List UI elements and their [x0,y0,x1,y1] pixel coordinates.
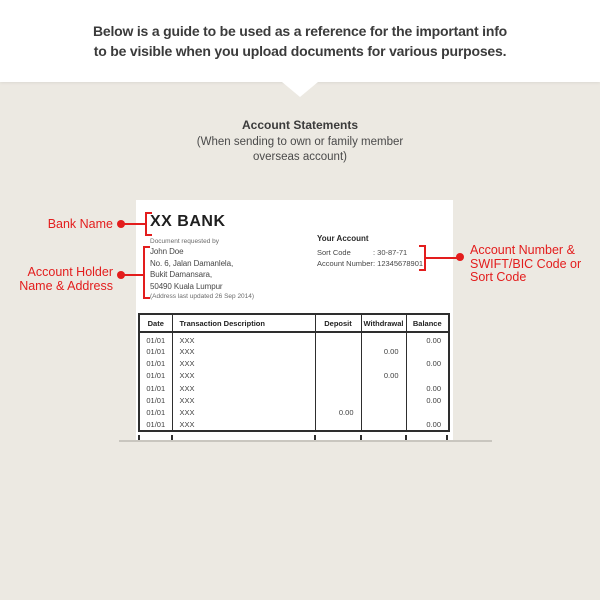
cell-withdrawal [361,394,406,406]
table-row [139,406,449,418]
account-holder-annotation [10,265,113,293]
statement-table [138,313,450,432]
table-row [139,345,449,357]
bank-name-callout-line [121,223,145,225]
account-number-annotation [470,244,590,285]
cell-balance: 0.00 [406,332,449,345]
cell-date: 01/01 [139,345,172,357]
table-row [139,357,449,369]
cell-date: 01/01 [139,357,172,369]
cell-balance: 0.00 [406,419,449,431]
table-row [139,382,449,394]
cell-deposit: 0.00 [315,406,361,418]
table-row [139,419,449,431]
statement-document [136,200,453,441]
account-holder-annotation-line-2: Name & Address [19,279,113,293]
cell-withdrawal [361,406,406,418]
account-number-callout-line [426,257,457,259]
section-subtitle-line-2: overseas account) [253,150,347,163]
cell-withdrawal [361,419,406,431]
cell-date: 01/01 [139,394,172,406]
cell-deposit [315,370,361,382]
account-holder-address [150,246,233,292]
your-account-title: Your Account [317,234,369,243]
cell-description: XXX [172,357,315,369]
account-number-annotation-line-2: SWIFT/BIC Code or [470,256,582,271]
cell-description: XXX [172,370,315,382]
cell-description: XXX [172,406,315,418]
cell-deposit [315,394,361,406]
bank-name-bracket [145,212,152,236]
table-header-row [139,314,449,332]
requested-by-label: Document requested by [150,238,220,245]
cell-balance [406,370,449,382]
statement-table-body [139,332,449,431]
address-note: (Address last updated 26 Sep 2014) [150,293,255,300]
account-number-callout-dot [456,253,464,261]
intro-text-line-1: Below is a guide to be used as a reference for the important info [92,23,508,39]
cell-date: 01/01 [139,370,172,382]
your-account-block [317,234,423,269]
table-row [139,394,449,406]
account-number-bracket [419,245,426,271]
cell-balance: 0.00 [406,394,449,406]
cell-deposit [315,382,361,394]
cell-deposit [315,345,361,357]
account-number-row [317,258,423,269]
address-line: Bukit Damansara, [150,270,212,279]
address-line: No. 6, Jalan Damanlela, [150,258,234,268]
bank-name: XX BANK [150,213,226,230]
cell-description: XXX [172,345,315,357]
sort-code-row [317,247,423,258]
table-row [139,332,449,345]
account-number-annotation-line-3: Sort Code [470,270,527,284]
cell-balance [406,345,449,357]
column-header-withdrawal: Withdrawal [361,314,406,332]
address-line: 50490 Kuala Lumpur [150,281,223,291]
section-subtitle [0,135,600,164]
cell-withdrawal [361,382,406,394]
bank-name-annotation: Bank Name [47,217,113,231]
cell-balance: 0.00 [406,382,449,394]
cell-withdrawal [361,357,406,369]
cell-date: 01/01 [139,332,172,345]
account-number-annotation-line-1: Account Number & [470,243,575,257]
account-number-value: : 12345678901 [373,259,424,268]
account-number-label: Account Number [317,259,373,268]
cell-deposit [315,357,361,369]
cell-date: 01/01 [139,382,172,394]
cell-balance: 0.00 [406,357,449,369]
cell-withdrawal: 0.00 [361,370,406,382]
cell-withdrawal: 0.00 [361,345,406,357]
intro-text-line-2: to be visible when you upload documents for various purposes. [93,43,507,59]
section-subtitle-line-1: (When sending to own or family member [196,136,404,148]
sort-code-value: : 30-87-71 [373,248,408,257]
account-holder-bracket [143,246,150,299]
section-title: Account Statements [241,118,359,132]
intro-text [0,21,600,61]
sort-code-label: Sort Code [317,248,351,257]
holder-name: John Doe [150,247,184,256]
column-header-deposit: Deposit [315,314,361,332]
document-cutoff-line [119,440,492,442]
account-holder-callout-line [121,274,143,276]
column-header-balance: Balance [406,314,449,332]
cell-description: XXX [172,332,315,345]
column-header-date: Date [139,314,172,332]
cell-date: 01/01 [139,406,172,418]
cell-balance [406,406,449,418]
cell-description: XXX [172,394,315,406]
cell-description: XXX [172,419,315,431]
column-header-description: Transaction Description [172,314,315,332]
cell-description: XXX [172,382,315,394]
table-row [139,370,449,382]
account-holder-annotation-line-1: Account Holder [27,265,113,279]
cell-deposit [315,332,361,345]
chevron-down-notch [282,82,318,97]
cell-date: 01/01 [139,419,172,431]
cell-withdrawal [361,332,406,345]
intro-banner [0,0,600,82]
cell-deposit [315,419,361,431]
